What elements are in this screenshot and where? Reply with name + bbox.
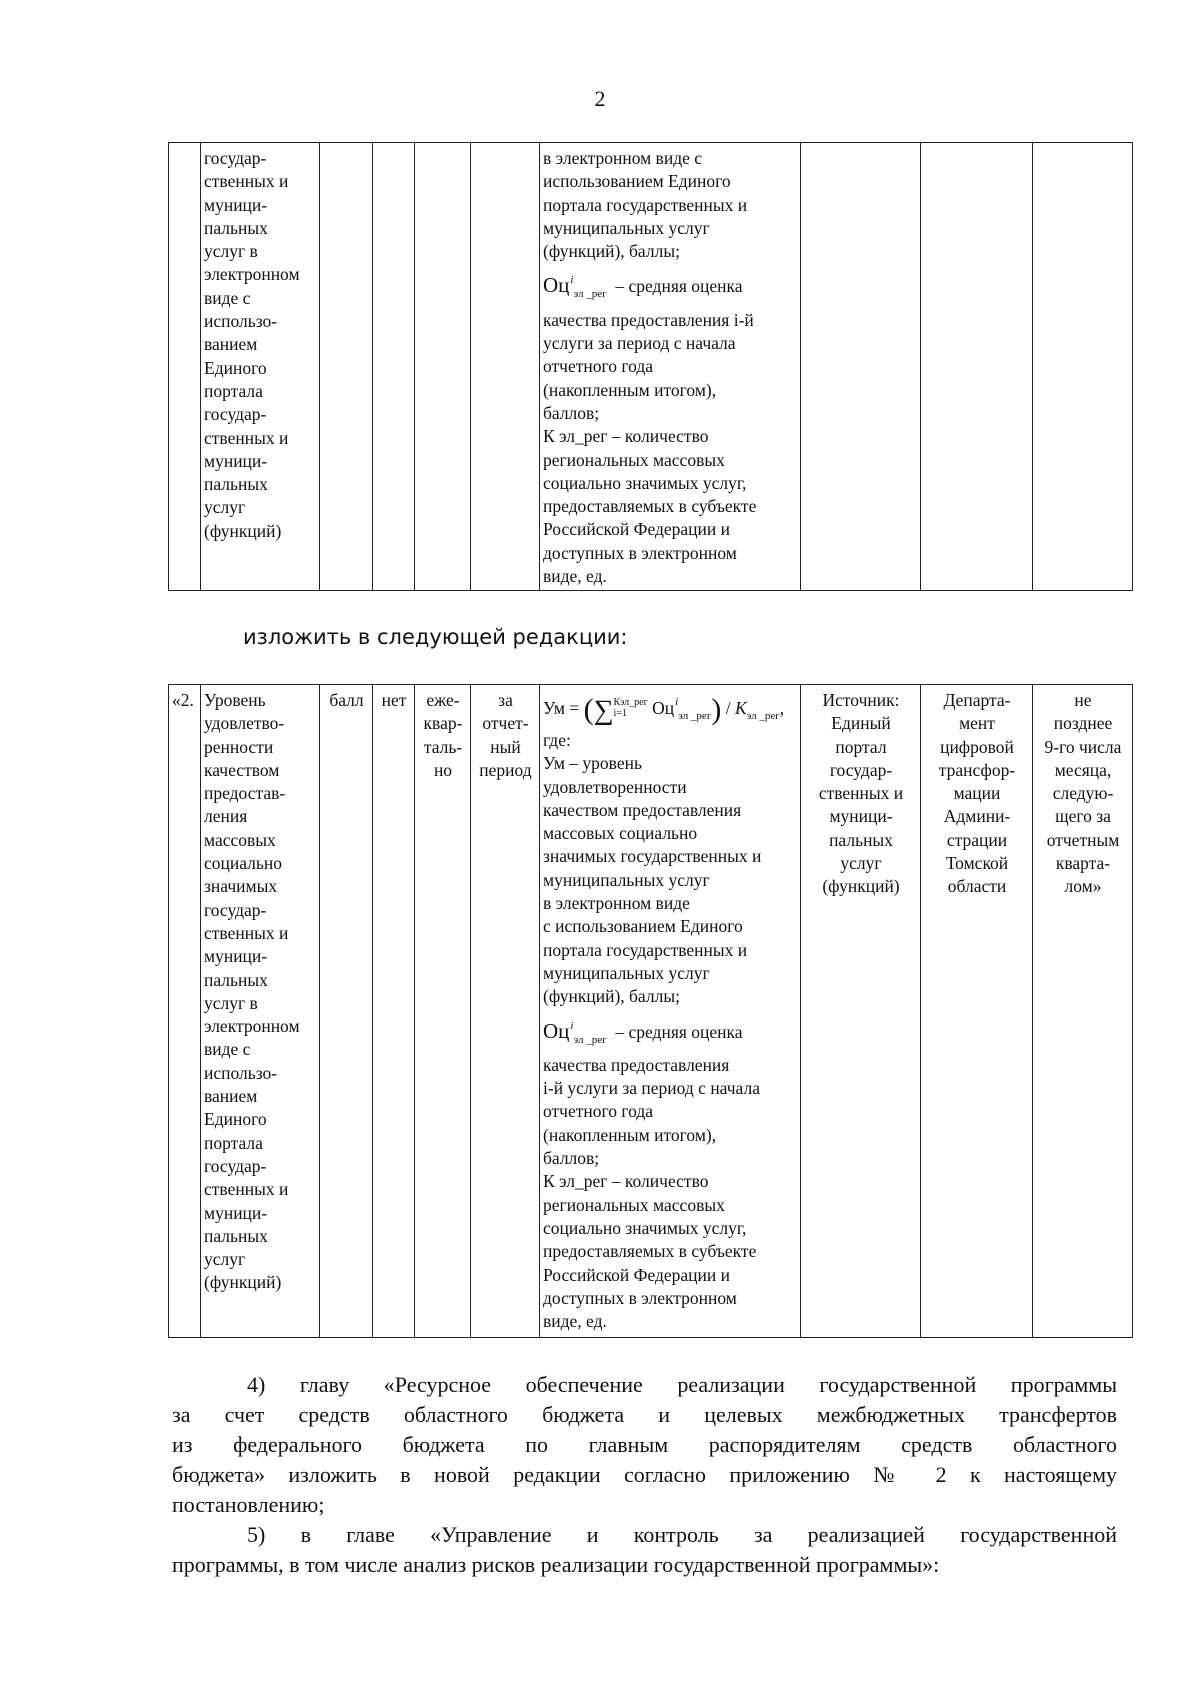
text-line: ный <box>490 736 521 757</box>
text-line: Админи- <box>943 806 1011 827</box>
text-line: щего за <box>1055 806 1111 827</box>
text-line: ления <box>204 806 248 827</box>
line-list <box>418 689 468 782</box>
cell-unit <box>320 143 373 591</box>
text-line: i-й услуги за период с начала <box>543 1078 760 1099</box>
text-line: муници- <box>204 1202 268 1223</box>
text-line: портала <box>204 380 263 401</box>
page-number: 2 <box>594 86 606 111</box>
text-line: Единого <box>204 1109 267 1130</box>
cell-indicator-name <box>201 685 320 1338</box>
text-line: баллов; <box>543 1148 600 1169</box>
text-line: массовых социально <box>543 823 698 844</box>
text-line: Департа- <box>943 690 1011 710</box>
indicator-table-old <box>168 142 1133 591</box>
cell-flag <box>373 143 415 591</box>
text-line: пальных <box>204 1225 268 1246</box>
text-line: 9-го числа <box>1044 736 1122 757</box>
cell-flag: нет <box>373 685 415 1338</box>
oc-formula: $Оц^i_{эл \_рег}$ – средняя оценка <box>543 273 743 301</box>
text-line: Ум – уровень <box>543 753 642 774</box>
text-line: качества предоставления <box>543 1054 730 1075</box>
text-line: с использованием Единого <box>543 916 743 937</box>
text-line: (функций), баллы; <box>543 986 680 1007</box>
line-list <box>204 147 317 543</box>
text-line: удовлетворенности <box>543 776 687 797</box>
text-line: ственных и <box>204 171 289 192</box>
line-list <box>543 752 798 1008</box>
text-line: услуг <box>204 497 246 518</box>
text-line: предоставляемых в субъекте <box>543 1241 757 1262</box>
text-line: качества предоставления i-й <box>543 309 754 330</box>
text-line: социально <box>204 853 282 874</box>
text-line: Уровень <box>204 690 266 710</box>
text-line: портал <box>835 736 887 757</box>
line-list <box>1036 689 1130 899</box>
satisfaction-formula: Ум = (∑Кэл_рег i=1 $Оц^i_{эл \_рег}) / К_{эл \_рег}$, <box>543 693 785 726</box>
text-line: ственных и <box>204 1179 289 1200</box>
paragraph-line: программы, в том числе анализ рисков реализации государственной программы»: <box>172 1552 940 1577</box>
text-line: услуг <box>840 853 882 874</box>
text-line: Российской Федерации и <box>543 519 731 540</box>
text-line: отчетного года <box>543 356 654 377</box>
cell-period <box>471 685 540 1338</box>
text-line: пальных <box>204 474 268 495</box>
cell-period <box>471 143 540 591</box>
text-line: Томской <box>945 853 1009 874</box>
text-line: муници- <box>829 806 893 827</box>
text-line: пальных <box>204 969 268 990</box>
cell-source <box>801 143 921 591</box>
where-label: где: <box>543 730 571 750</box>
intro-text: изложить в следующей редакции: <box>243 625 628 649</box>
text-line: (функций), баллы; <box>543 241 680 262</box>
text-line: муниципальных услуг <box>543 869 710 890</box>
text-line: мент <box>959 713 995 734</box>
text-line: трансфор- <box>938 759 1016 780</box>
line-list <box>543 309 798 589</box>
cell-method <box>540 143 801 591</box>
line-list <box>543 147 798 263</box>
text-line: (функций) <box>822 876 900 897</box>
text-line: Российской Федерации и <box>543 1264 731 1285</box>
text-line: качеством предоставления <box>543 799 742 820</box>
text-line: услуги за период с начала <box>543 333 736 354</box>
indicator-table-new <box>168 684 1133 1338</box>
text-line: лом» <box>1064 876 1102 897</box>
text-line: период <box>479 759 532 780</box>
cell-source <box>801 685 921 1338</box>
text-line: ственных и <box>204 922 289 943</box>
text-line: (функций) <box>204 520 282 541</box>
text-line: за <box>498 690 513 710</box>
line-list <box>924 689 1030 899</box>
text-line: не <box>1074 690 1092 710</box>
text-line: портала государственных и <box>543 939 748 960</box>
text-line: предоставляемых в субъекте <box>543 496 757 517</box>
text-line: региональных массовых <box>543 1194 725 1215</box>
paragraph-line: из федерального бюджета по главным распорядителям средств областного <box>172 1432 1117 1457</box>
table-row <box>169 685 1133 1338</box>
text-line: виде, ед. <box>543 1311 607 1332</box>
text-line: в электронном виде <box>543 893 690 914</box>
text-line: (функций) <box>204 1272 282 1293</box>
cell-frequency <box>415 685 471 1338</box>
text-line: электронном <box>204 1016 300 1037</box>
text-line: государ- <box>204 1155 267 1176</box>
cell-responsible <box>921 143 1033 591</box>
line-list <box>474 689 537 782</box>
paragraph-line: за счет средств областного бюджета и целевых межбюджетных трансфертов <box>172 1402 1117 1427</box>
text-line: К эл_рег – количество <box>543 426 709 447</box>
text-line: области <box>947 876 1007 897</box>
text-line: доступных в электронном <box>543 542 737 563</box>
text-line: муници- <box>204 194 268 215</box>
text-line: электронном <box>204 264 300 285</box>
cell-unit: балл <box>320 685 373 1338</box>
text-line: (накопленным итогом), <box>543 1124 717 1145</box>
text-line: значимых <box>204 876 278 897</box>
text-line: значимых государственных и <box>543 846 762 867</box>
text-line: удовлетво- <box>204 713 285 734</box>
text-line: услуг <box>204 1249 246 1270</box>
text-line: таль- <box>423 736 463 757</box>
text-line: ственных и <box>818 783 904 804</box>
text-line: пальных <box>829 829 893 850</box>
text-line: виде, ед. <box>543 566 607 587</box>
line-list <box>804 689 918 899</box>
cell-responsible <box>921 685 1033 1338</box>
text-line: ренности <box>204 736 274 757</box>
text-line: муници- <box>204 946 268 967</box>
text-line: позднее <box>1053 713 1113 734</box>
text-line: отчетного года <box>543 1101 654 1122</box>
paragraph-line: 5) в главе «Управление и контроль за реализацией государственной <box>247 1522 1117 1547</box>
text-line: виде с <box>204 287 251 308</box>
text-line: предостав- <box>204 783 286 804</box>
paragraph-4 <box>172 1370 1117 1580</box>
text-line: Источник: <box>822 690 900 710</box>
text-line: виде с <box>204 1039 251 1060</box>
text-line: кварта- <box>1055 853 1111 874</box>
cell-method <box>540 685 801 1338</box>
text-line: муниципальных услуг <box>543 962 710 983</box>
text-line: муници- <box>204 450 268 471</box>
paragraph-line: бюджета» изложить в новой редакции согласно приложению № 2 к настоящему <box>172 1462 1117 1487</box>
text-line: мации <box>953 783 1001 804</box>
table-row <box>169 143 1133 591</box>
text-line: социально значимых услуг, <box>543 472 747 493</box>
text-line: квар- <box>423 713 463 734</box>
cell-number <box>169 143 201 591</box>
text-line: государ- <box>204 148 267 168</box>
cell-frequency <box>415 143 471 591</box>
text-line: государ- <box>204 899 267 920</box>
oc-formula: $Оц^i_{эл \_рег}$ – средняя оценка <box>543 1018 743 1046</box>
text-line: портала государственных и <box>543 194 748 215</box>
line-list <box>204 689 317 1295</box>
text-line: следую- <box>1052 783 1114 804</box>
text-line: К эл_рег – количество <box>543 1171 709 1192</box>
text-line: еже- <box>426 690 460 710</box>
text-line: массовых <box>204 829 276 850</box>
text-line: ственных и <box>204 427 289 448</box>
text-line: Единый <box>831 713 891 734</box>
text-line: месяца, <box>1054 759 1112 780</box>
text-line: государ- <box>204 404 267 425</box>
text-line: использо- <box>204 1062 278 1083</box>
text-line: в электронном виде с <box>543 148 703 168</box>
text-line: цифровой <box>940 736 1014 757</box>
text-line: портала <box>204 1132 263 1153</box>
text-line: качеством <box>204 759 280 780</box>
text-line: доступных в электронном <box>543 1287 737 1308</box>
text-line: государ- <box>829 759 893 780</box>
cell-indicator-name <box>201 143 320 591</box>
cell-number: «2. <box>169 685 201 1338</box>
text-line: использо- <box>204 311 278 332</box>
text-line: пальных <box>204 217 268 238</box>
text-line: муниципальных услуг <box>543 217 710 238</box>
text-line: услуг в <box>204 992 258 1013</box>
text-line: (накопленным итогом), <box>543 379 717 400</box>
text-line: региональных массовых <box>543 449 725 470</box>
text-line: услуг в <box>204 241 258 262</box>
text-line: Единого <box>204 357 267 378</box>
paragraph-line: постановлению; <box>172 1492 325 1517</box>
text-line: отчетным <box>1046 829 1120 850</box>
line-list <box>543 1054 798 1334</box>
paragraph-line: 4) главу «Ресурсное обеспечение реализации государственной программы <box>247 1372 1117 1397</box>
text-line: но <box>433 759 453 780</box>
text-line: отчет- <box>482 713 529 734</box>
text-line: ванием <box>204 1086 258 1107</box>
text-line: баллов; <box>543 402 600 423</box>
text-line: ванием <box>204 334 258 355</box>
text-line: социально значимых услуг, <box>543 1217 747 1238</box>
text-line: страции <box>946 829 1008 850</box>
text-line: использованием Единого <box>543 171 731 192</box>
cell-deadline <box>1033 143 1133 591</box>
cell-deadline <box>1033 685 1133 1338</box>
